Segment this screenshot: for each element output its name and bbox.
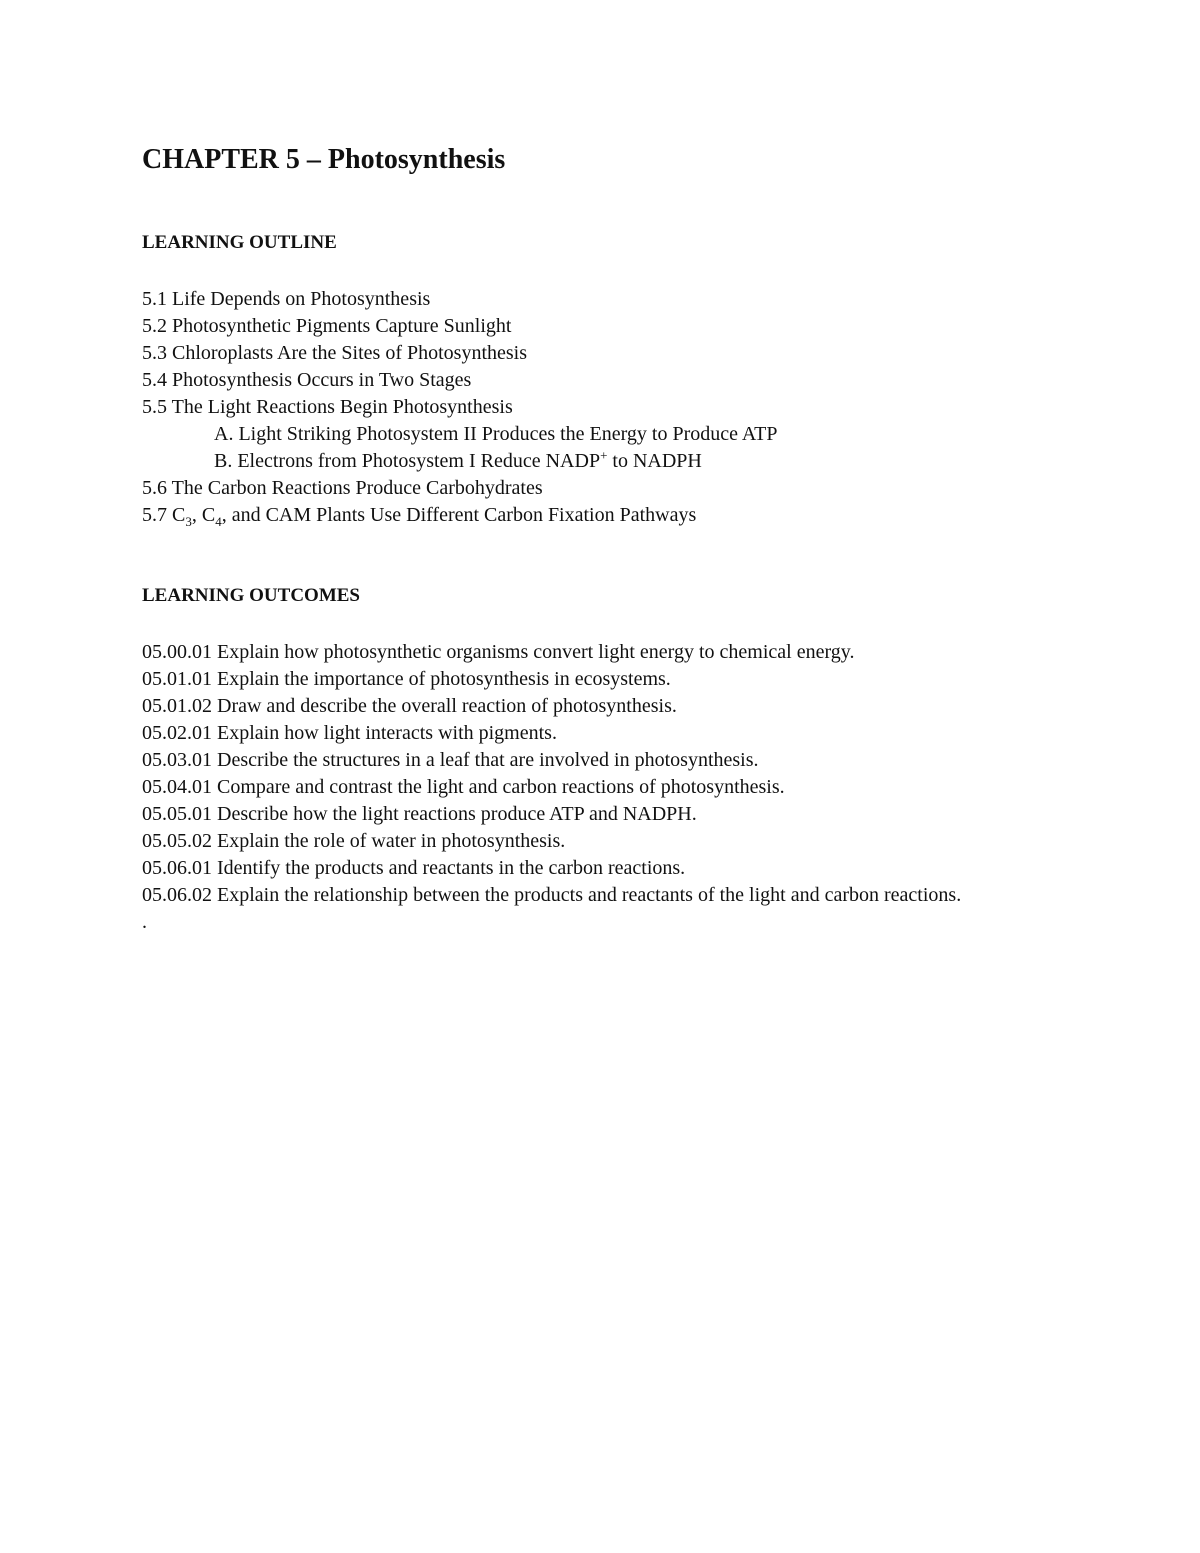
outline-item-5-7 xyxy=(142,502,1042,529)
outcome-05-02-01: 05.02.01 Explain how light interacts with pigments. xyxy=(142,722,557,744)
learning-outcomes-heading: LEARNING OUTCOMES xyxy=(142,585,360,606)
outcome-05-06-01: 05.06.01 Identify the products and reactants in the carbon reactions. xyxy=(142,857,686,879)
learning-outline-list xyxy=(142,286,1042,529)
outline-item-5-1: 5.1 Life Depends on Photosynthesis xyxy=(142,288,431,310)
chapter-title: CHAPTER 5 – Photosynthesis xyxy=(142,144,506,175)
outline-subitem-b-text: B. Electrons from Photosystem I Reduce NADP xyxy=(214,450,601,472)
outline-subitem-b xyxy=(142,448,1042,475)
learning-outline-heading: LEARNING OUTLINE xyxy=(142,232,337,253)
outcome-05-06-02: 05.06.02 Explain the relationship between the products and reactants of the light and carbon reactions. xyxy=(142,884,962,906)
outline-item-5-3: 5.3 Chloroplasts Are the Sites of Photosynthesis xyxy=(142,342,527,364)
outline-subitem-b-tail: to NADPH xyxy=(607,450,702,472)
outline-item-5-5: 5.5 The Light Reactions Begin Photosynthesis xyxy=(142,396,513,418)
outcome-05-01-02: 05.01.02 Draw and describe the overall reaction of photosynthesis. xyxy=(142,695,677,717)
outline-item-5-7-mid: , C xyxy=(191,504,216,526)
trailing-period: . xyxy=(142,911,147,933)
outline-item-5-7-suffix: , and CAM Plants Use Different Carbon Fixation Pathways xyxy=(221,504,697,526)
outline-item-5-7-prefix: 5.7 C xyxy=(142,504,186,526)
outline-item-5-4: 5.4 Photosynthesis Occurs in Two Stages xyxy=(142,369,472,391)
outcome-05-04-01: 05.04.01 Compare and contrast the light and carbon reactions of photosynthesis. xyxy=(142,776,785,798)
outline-subitem-a: A. Light Striking Photosystem II Produces the Energy to Produce ATP xyxy=(214,423,778,445)
outline-item-5-7-subscript-3: 3 xyxy=(185,514,192,529)
outcome-05-01-01: 05.01.01 Explain the importance of photosynthesis in ecosystems. xyxy=(142,668,671,690)
outline-item-5-2: 5.2 Photosynthetic Pigments Capture Sunlight xyxy=(142,315,512,337)
document-page xyxy=(142,140,1042,936)
outcome-05-00-01: 05.00.01 Explain how photosynthetic organisms convert light energy to chemical energy. xyxy=(142,641,855,663)
outcome-05-05-02: 05.05.02 Explain the role of water in photosynthesis. xyxy=(142,830,566,852)
outline-item-5-7-subscript-4: 4 xyxy=(215,514,222,529)
outline-item-5-6: 5.6 The Carbon Reactions Produce Carbohydrates xyxy=(142,477,543,499)
learning-outcomes-list xyxy=(142,639,1042,936)
outcome-05-03-01: 05.03.01 Describe the structures in a leaf that are involved in photosynthesis. xyxy=(142,749,759,771)
outcome-05-05-01: 05.05.01 Describe how the light reactions produce ATP and NADPH. xyxy=(142,803,697,825)
outline-subitem-b-superscript: + xyxy=(600,447,608,463)
